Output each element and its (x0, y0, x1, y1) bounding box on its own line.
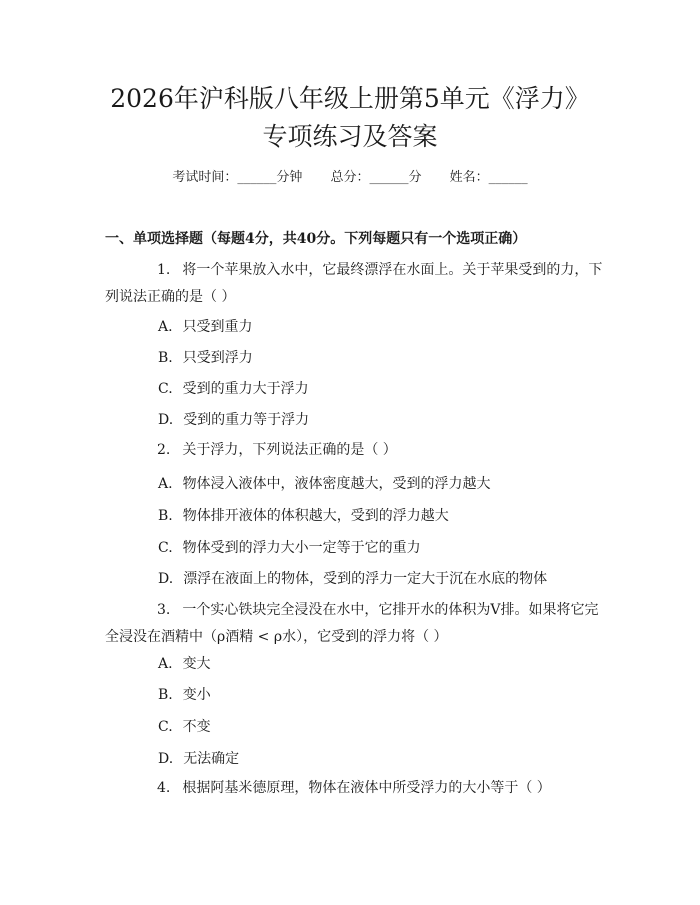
question-3 (105, 597, 605, 651)
exam-meta (0, 166, 700, 185)
option-letter: A. (158, 476, 173, 492)
option-text: 变大 (182, 656, 211, 672)
question-2-option-a (158, 473, 491, 493)
question-1-option-d (158, 409, 309, 429)
question-2 (105, 437, 605, 464)
question-3-option-a (158, 653, 211, 673)
option-text: 只受到浮力 (182, 350, 253, 366)
question-text: 将一个苹果放入水中，它最终漂浮在水面上。关于苹果受到的力，下列说法正确的是（ ） (105, 262, 603, 305)
question-number: 4. (157, 780, 171, 796)
option-letter: B. (158, 508, 173, 524)
option-text: 只受到重力 (182, 319, 253, 335)
option-text: 物体浸入液体中，液体密度越大，受到的浮力越大 (182, 476, 491, 492)
question-text: 一个实心铁块完全浸没在水中，它排开水的体积为V排。如果将它完全浸没在酒精中（ρ酒精 < ρ水），它受到的浮力将（ ） (105, 602, 599, 645)
question-2-option-d (158, 568, 547, 588)
question-1 (105, 257, 605, 311)
question-number: 1. (157, 262, 171, 278)
option-letter: B. (158, 350, 173, 366)
option-letter: C. (158, 381, 173, 397)
question-1-option-b (158, 347, 253, 367)
exam-name-field: 姓名：______ (449, 170, 528, 185)
option-letter: D. (158, 571, 174, 587)
page-title: 2026年沪科版八年级上册第5单元《浮力》 (110, 84, 590, 113)
option-text: 不变 (182, 719, 211, 735)
option-letter: A. (158, 319, 173, 335)
question-2-option-b (158, 505, 449, 525)
question-number: 3. (157, 602, 171, 618)
question-2-option-c (158, 537, 421, 557)
exam-score-field: 总分：______分 (330, 170, 422, 185)
option-letter: B. (158, 687, 173, 703)
section-heading: 一、单项选择题（每题4分，共40分。下列每题只有一个选项正确） (105, 231, 527, 247)
option-text: 受到的重力大于浮力 (182, 381, 309, 397)
option-text: 无法确定 (183, 751, 240, 767)
question-1-option-c (158, 378, 309, 398)
option-letter: C. (158, 540, 173, 556)
option-letter: D. (158, 751, 174, 767)
page-subtitle: 专项练习及答案 (262, 122, 438, 151)
question-3-option-d (158, 748, 239, 768)
question-3-option-c (158, 716, 211, 736)
option-text: 变小 (182, 687, 211, 703)
option-text: 物体排开液体的体积越大，受到的浮力越大 (182, 508, 449, 524)
question-4 (105, 775, 605, 802)
option-text: 物体受到的浮力大小一定等于它的重力 (182, 540, 421, 556)
option-letter: C. (158, 719, 173, 735)
option-text: 受到的重力等于浮力 (183, 412, 310, 428)
question-text: 关于浮力，下列说法正确的是（ ） (182, 442, 397, 458)
option-letter: D. (158, 412, 174, 428)
option-letter: A. (158, 656, 173, 672)
question-number: 2. (157, 442, 171, 458)
question-text: 根据阿基米德原理，物体在液体中所受浮力的大小等于（ ） (182, 780, 551, 796)
option-text: 漂浮在液面上的物体，受到的浮力一定大于沉在水底的物体 (183, 571, 548, 587)
question-3-option-b (158, 684, 211, 704)
question-1-option-a (158, 316, 253, 336)
exam-time-field: 考试时间：______分钟 (172, 170, 303, 185)
